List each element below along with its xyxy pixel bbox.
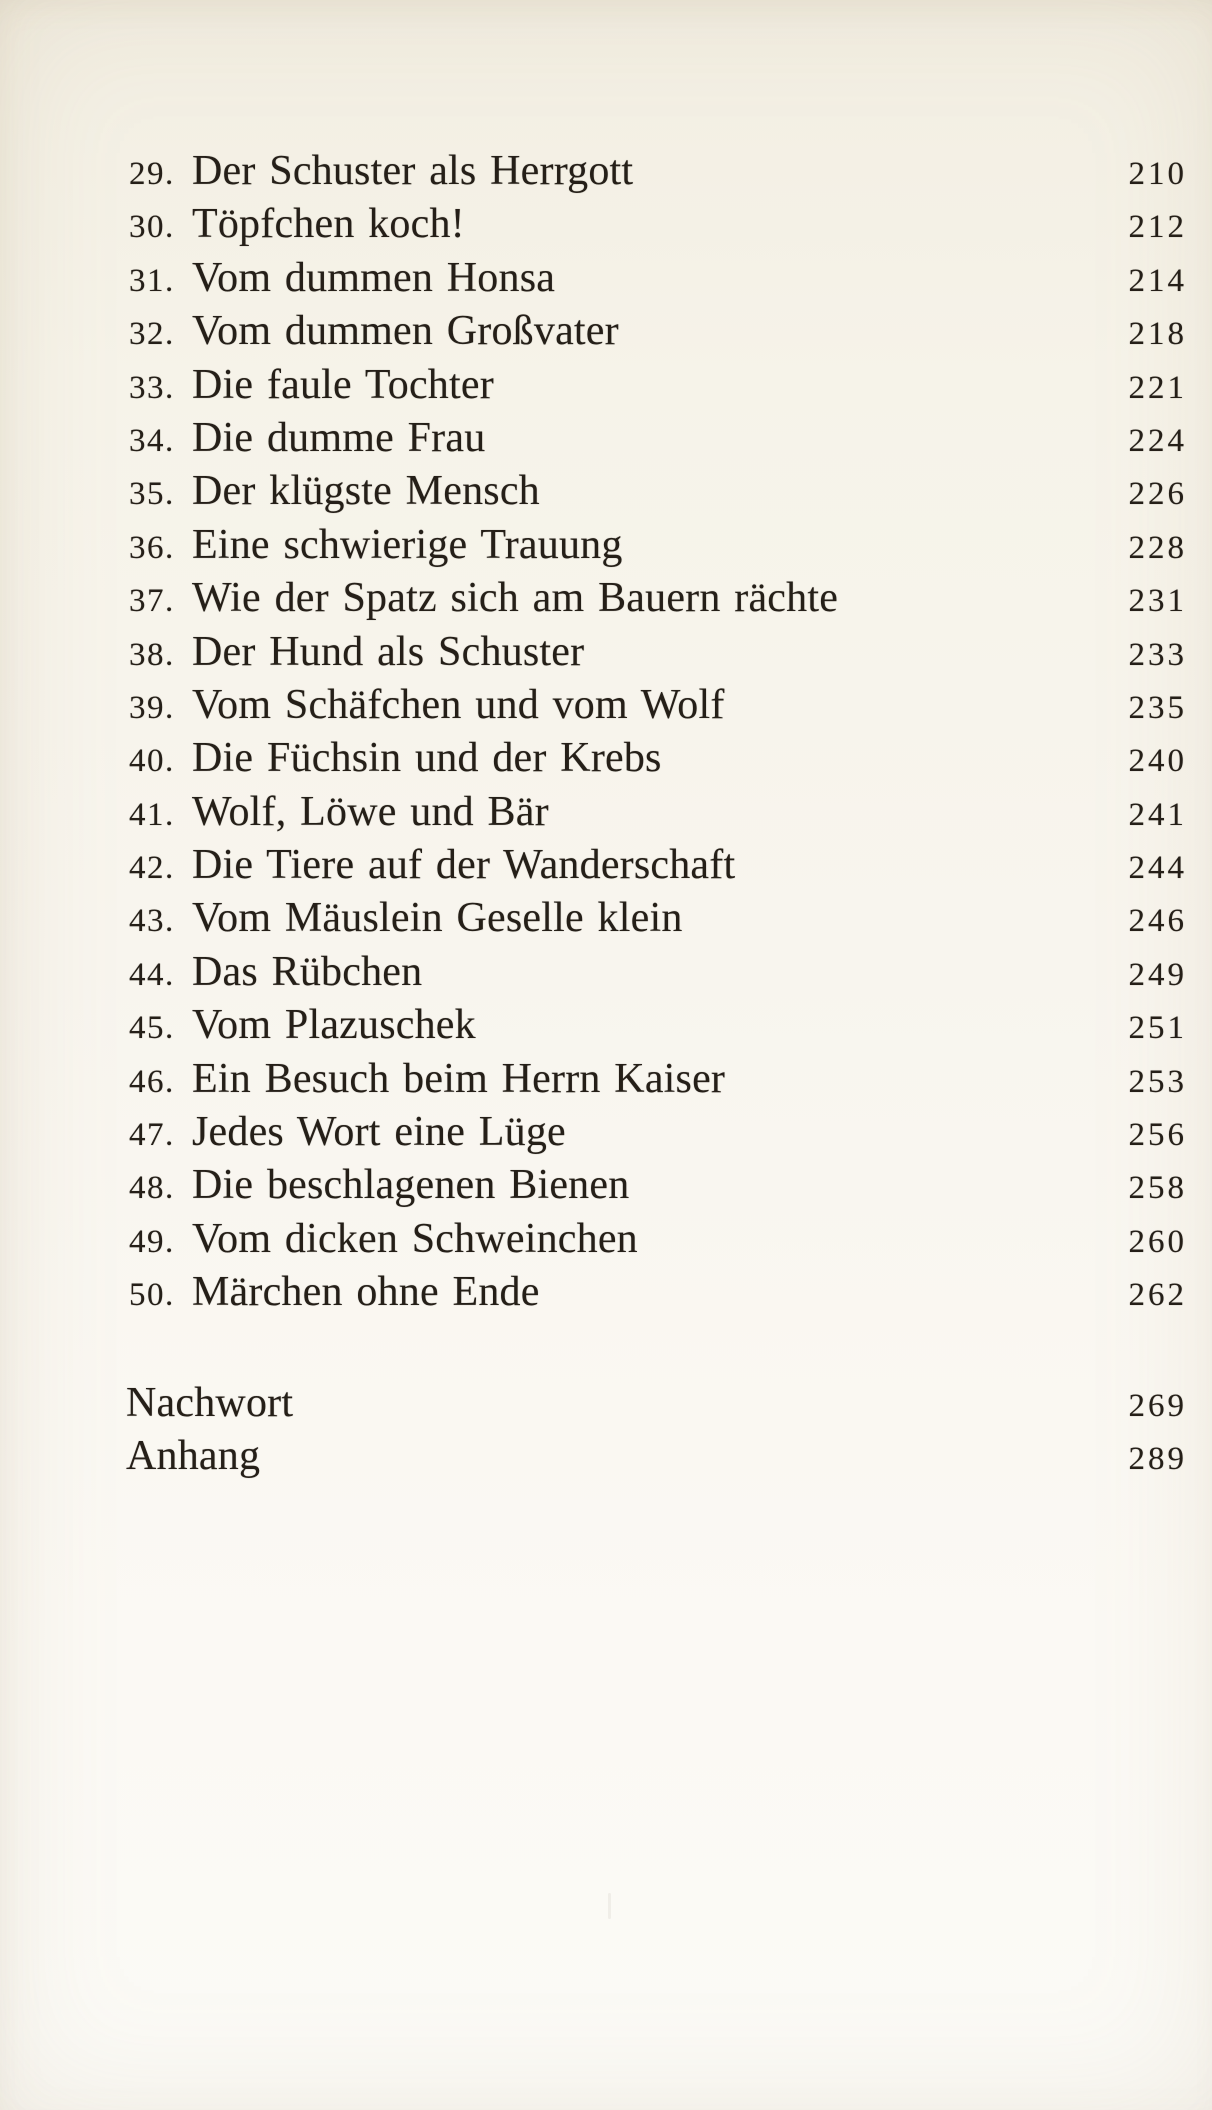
- toc-entry-row: [0, 305, 1212, 358]
- toc-entry-title: Töpfchen koch!: [192, 201, 465, 248]
- toc-entry-row: [0, 1053, 1212, 1106]
- toc-entry-row: [0, 626, 1212, 679]
- toc-entry-row: [0, 999, 1212, 1052]
- toc-entry-number: 46.: [129, 1063, 175, 1100]
- toc-entry-row: [0, 572, 1212, 625]
- toc-entry-page: 249: [1128, 956, 1187, 993]
- toc-entry-page: 214: [1128, 262, 1187, 299]
- toc-entry-row: [0, 1159, 1212, 1212]
- toc-entry-title: Die beschlagenen Bienen: [192, 1162, 630, 1209]
- toc-entry-row: [0, 359, 1212, 412]
- toc-entry-title: Jedes Wort eine Lüge: [192, 1109, 566, 1156]
- toc-entry-row: [0, 1106, 1212, 1159]
- toc-entry-page: 221: [1128, 369, 1187, 406]
- back-matter-list: [0, 1377, 1212, 1484]
- toc-entry-number: 37.: [129, 583, 175, 620]
- toc-entry-title: Die faule Tochter: [192, 361, 494, 408]
- toc-entry-number: 31.: [129, 262, 175, 299]
- toc-entry-number: 29.: [129, 156, 175, 192]
- toc-entry-page: 256: [1128, 1117, 1187, 1154]
- toc-entry-number: 43.: [129, 903, 175, 940]
- toc-entry-number: 38.: [129, 636, 175, 673]
- toc-entry-row: [0, 465, 1212, 518]
- toc-entry-page: 218: [1128, 316, 1187, 353]
- toc-entry-page: 240: [1128, 743, 1187, 780]
- toc-entry-title: Der Schuster als Herrgott: [192, 148, 634, 194]
- toc-entry-title: Eine schwierige Trauung: [192, 521, 623, 568]
- back-matter-page: 269: [1128, 1388, 1187, 1424]
- toc-entry-row: [0, 198, 1212, 251]
- toc-entry-number: 41.: [129, 796, 175, 833]
- toc-entry-page: 224: [1128, 422, 1187, 459]
- toc-entry-title: Wolf, Löwe und Bär: [192, 788, 549, 835]
- toc-entry-row: [0, 412, 1212, 465]
- toc-entry-page: 212: [1128, 209, 1187, 246]
- scan-artifact: [608, 1893, 611, 1919]
- back-matter-title: Nachwort: [126, 1380, 294, 1426]
- toc-entry-page: 228: [1128, 529, 1187, 566]
- toc-entry-page: 233: [1128, 636, 1187, 673]
- toc-entry-row: [0, 1266, 1212, 1319]
- toc-entry-page: 246: [1128, 903, 1187, 940]
- toc-entry-page: 210: [1128, 156, 1187, 192]
- toc-entry-title: Ein Besuch beim Herrn Kaiser: [192, 1055, 726, 1102]
- toc-entry-title: Vom Schäfchen und vom Wolf: [192, 681, 725, 728]
- toc-entry-page: 260: [1128, 1223, 1187, 1260]
- toc-entry-page: 262: [1128, 1277, 1187, 1314]
- toc-entry-page: 226: [1128, 476, 1187, 513]
- back-matter-page: 289: [1128, 1441, 1187, 1478]
- toc-entry-row: [0, 145, 1212, 198]
- toc-entry-title: Märchen ohne Ende: [192, 1269, 540, 1316]
- toc-entry-number: 32.: [129, 316, 175, 353]
- toc-entry-number: 36.: [129, 529, 175, 566]
- toc-entry-row: [0, 1213, 1212, 1266]
- toc-entry-page: 244: [1128, 850, 1187, 887]
- toc-entry-number: 48.: [129, 1170, 175, 1207]
- toc-entry-row: [0, 786, 1212, 839]
- toc-entry-title: Vom Mäuslein Geselle klein: [192, 895, 683, 942]
- toc-entry-title: Der Hund als Schuster: [192, 628, 585, 675]
- toc-entry-number: 40.: [129, 743, 175, 780]
- toc-entry-number: 49.: [129, 1223, 175, 1260]
- toc-entry-title: Die dumme Frau: [192, 414, 486, 461]
- toc-entry-page: 253: [1128, 1063, 1187, 1100]
- toc-entry-row: [0, 519, 1212, 572]
- toc-entry-title: Vom dummen Honsa: [192, 254, 556, 301]
- toc-entry-page: 251: [1128, 1010, 1187, 1047]
- toc-entry-number: 45.: [129, 1010, 175, 1047]
- toc-entry-row: [0, 946, 1212, 999]
- toc-entry-title: Vom dicken Schweinchen: [192, 1215, 638, 1262]
- toc-entry-page: 241: [1128, 796, 1187, 833]
- toc-entry-page: 258: [1128, 1170, 1187, 1207]
- toc-entry-row: [0, 679, 1212, 732]
- toc-entry-number: 47.: [129, 1117, 175, 1154]
- toc-entry-page: 231: [1128, 583, 1187, 620]
- toc-entry-title: Vom Plazuschek: [192, 1002, 476, 1049]
- back-matter-row: [0, 1430, 1212, 1483]
- toc-entry-row: [0, 839, 1212, 892]
- toc-entry-row: [0, 252, 1212, 305]
- toc-entry-title: Wie der Spatz sich am Bauern rächte: [192, 575, 839, 622]
- toc-entry-title: Vom dummen Großvater: [192, 308, 619, 355]
- toc-entry-row: [0, 892, 1212, 945]
- toc-entry-number: 50.: [129, 1277, 175, 1314]
- toc-list: [0, 145, 1212, 1320]
- toc-entry-title: Das Rübchen: [192, 948, 423, 995]
- toc-entry-number: 33.: [129, 369, 175, 406]
- back-matter-title: Anhang: [126, 1433, 261, 1480]
- toc-entry-row: [0, 732, 1212, 785]
- toc-entry-page: 235: [1128, 689, 1187, 726]
- toc-entry-number: 34.: [129, 422, 175, 459]
- toc-entry-number: 39.: [129, 689, 175, 726]
- toc-entry-number: 30.: [129, 209, 175, 246]
- toc-entry-title: Der klügste Mensch: [192, 468, 540, 515]
- toc-entry-number: 35.: [129, 476, 175, 513]
- toc-entry-number: 44.: [129, 956, 175, 993]
- back-matter-row: [0, 1377, 1212, 1430]
- toc-entry-number: 42.: [129, 850, 175, 887]
- toc-entry-title: Die Füchsin und der Krebs: [192, 735, 662, 782]
- toc-entry-title: Die Tiere auf der Wanderschaft: [192, 842, 736, 889]
